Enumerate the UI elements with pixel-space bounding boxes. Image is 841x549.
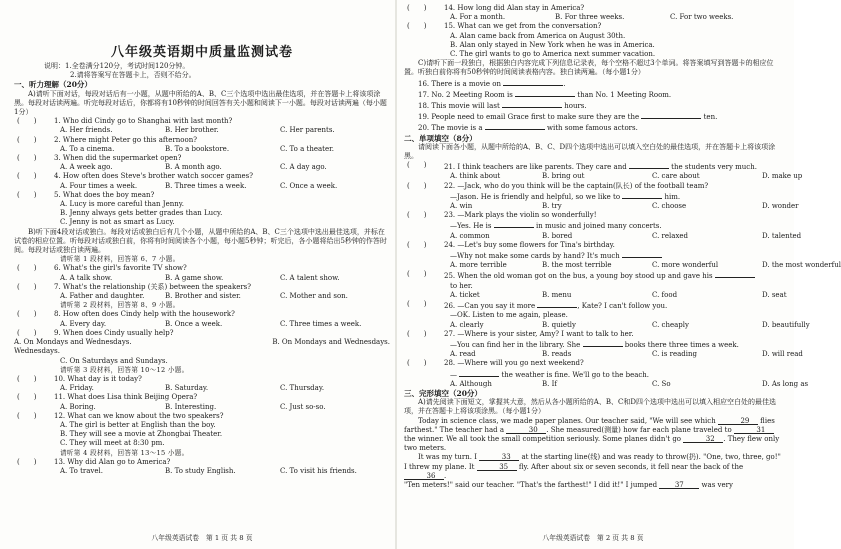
- material-4-label: 请听第 4 段材料，回答第 13～15 小题。: [60, 448, 189, 457]
- cloze-passage-3: "Ten meters!" said our teacher. "That's the farthest!" I did it!" I jumped 37 was very: [404, 480, 733, 489]
- question-7: ( ) 7. What's the relationship (关系) between the speakers? A. Father and daughter. B. Brother and sister. C. Mother and son.: [17, 282, 348, 301]
- question-28: ( ) 28. —Where will you go next weekend? — the weather is fine. We'll go to the beach. A. Although B. If C. So D. As long as: [407, 359, 809, 388]
- question-24: ( ) 24. —Let's buy some flowers for Tina's birthday. —Why not make some cards by hand? It's much A. more terrible B. the most terrible C. more wonderful D. the most wonderful: [407, 240, 841, 270]
- section-single-choice-title: 二、单项填空（8分）: [404, 133, 477, 143]
- fill-17: 17. No. 2 Meeting Room is than No. 1 Meeting Room.: [418, 90, 672, 99]
- page-2: [404, 4, 841, 545]
- part-c-instructions: C)请听下面一段独白，根据独白内容完成下列信息记录表，每个空格不超过3个单词。将答案填写到答题卡的相应位置。听独白前你将有50秒钟的时间阅读表格内容。独白读两遍。（每小题1分）: [404, 59, 774, 77]
- note-line-1: 说明：1.全卷满分120分，考试时间120分钟。: [44, 62, 190, 70]
- question-27: ( ) 27. —Where is your sister, Amy? I want to talk to her. —You can find her in the library. She books there three times a week. A. read B. reads C. is reading D. will read: [407, 329, 803, 359]
- question-3: ( ) 3. When did the supermarket open? A. A week ago. B. A month ago. C. A day ago.: [17, 154, 327, 172]
- fill-18: 18. This movie will last hours.: [418, 102, 587, 111]
- question-6: ( ) 6. What's the girl's favorite TV show? A. A talk show. B. A game show. C. A talent show.: [17, 264, 340, 282]
- question-5: ( ) 5. What does the boy mean? A. Lucy is more careful than Jenny. B. Jenny always gets better grades than Lucy. C. Jenny is not as smart as Lucy.: [17, 190, 223, 227]
- question-9: ( ) 9. When does Cindy usually help? A. On Mondays and Wednesdays. B. On Mondays and Wednesdays. Wednesdays. C. On Saturdays and Sundays.: [14, 328, 390, 365]
- question-15: ( ) 15. What can we get from the conversation? A. Alan came back from America on August 30th. B. Alan only stayed in New York when he was in America. C. The girl wants to go to America next summer vacation.: [407, 22, 656, 59]
- question-8: ( ) 8. How often does Cindy help with the housework? A. Every day. B. Once a week. C. Three times a week.: [17, 310, 362, 328]
- question-11: ( ) 11. What does Lisa think Beijing Opera? A. Boring. B. Interesting. C. Just so-so.: [17, 393, 326, 411]
- page-1: [14, 4, 390, 545]
- question-4: ( ) 4. How often does Steve's brother watch soccer games? A. Four times a week. B. Three times a week. C. Once a week.: [17, 172, 338, 190]
- single-choice-instructions: 请阅读下面各小题，从题中所给的A、B、C、D四个选项中选出可以填入空白处的最佳选项，并在答题卡上将该项涂黑。: [404, 142, 776, 161]
- page-2-footer: 八年级英语试卷 第 2 页 共 8 页: [542, 533, 644, 542]
- question-2: ( ) 2. Where might Peter go this afternoon? A. To a cinema. B. To a bookstore. C. To a theater.: [17, 135, 334, 153]
- fill-20: 20. The movie is a with some famous actors.: [418, 124, 638, 133]
- section-listening-title: 一、听力理解（20分）: [14, 80, 92, 90]
- question-13: ( ) 13. Why did Alan go to America? A. To travel. B. To study English. C. To visit his friends.: [17, 457, 357, 475]
- question-14: ( ) 14. How long did Alan stay in America? A. For a month. B. For three weeks. C. For two weeks.: [407, 4, 734, 22]
- material-2-label: 请听第 2 段材料，回答第 8、9 小题。: [60, 301, 180, 310]
- question-10: ( ) 10. What day is it today? A. Friday. B. Saturday. C. Thursday.: [17, 374, 325, 393]
- cloze-passage: Today in science class, we made paper planes. Our teacher said, "We will see which 29 flies farthest." The teacher had a 30 . She measured(测量) how far each plane traveled to 31 the winner. We all took the small competition seriously. Some planes didn't go 32 . They flew only two meters.: [404, 416, 780, 453]
- part-a-instructions: A)请听下面对话，每段对话后有一小题，从题中所给的A、B、C三个选项中选出最佳选项，并在答题卡上将该项涂黑。每段对话读两遍。听完每段对话后，你都将有10秒钟的时间回答有关小题和阅读下一小题。每段对话读两遍（每小题1分）: [14, 89, 387, 117]
- cloze-instructions: A)请先阅读下面短文，掌握其大意，然后从各小题所给的A、B、C和D四个选项中选出可以填入相应空白处的最佳选项，并在答题卡上将该项涂黑。（每小题1分）: [404, 398, 776, 416]
- fill-16: 16. There is a movie on .: [418, 79, 566, 88]
- question-12: ( ) 12. What can we know about the two speakers? A. The girl is better at English than the boy. B. They will see a movie at Zhongbai Theater. C. They will meet at 8:30 pm.: [17, 411, 224, 448]
- fill-19: 19. People need to email Grace first to make sure they are the ten.: [418, 113, 718, 122]
- part-b-instructions: B)听下面4段对话或独白。每段对话或独白后有几个小题，从题中所给的A、B、C三个选项中选出最佳选项，并标在试卷的相应位置。听每段对话或独白前，你将有时间阅读各个小题，每小题5秒钟；听完后，各小题将给出5秒钟的作答时间。每段对话或独白读两遍。: [14, 227, 387, 255]
- material-1-label: 请听第 1 段材料，回答第 6、7 小题。: [60, 255, 180, 264]
- material-3-label: 请听第 3 段材料，回答第 10～12 小题。: [60, 365, 189, 374]
- question-26: ( ) 26. —Can you say it more , Kate? I can't follow you. —OK. Listen to me again, please. A. clearly B. quietly C. cheaply D. beautifully: [407, 300, 810, 329]
- page-fold: [395, 0, 397, 549]
- question-22: ( ) 22. —Jack, who do you think will be the captain(队长) of the football team? —Jason. He is friendly and helpful, so we like to him. A. win B. try C. choose D. wonder: [407, 181, 799, 211]
- question-1: ( ) 1. Who did Cindy go to Shanghai with last month? A. Her friends. B. Her brother. C. Her parents.: [17, 117, 335, 135]
- section-cloze-title: 三、完形填空（20分）: [404, 388, 482, 398]
- note-line-2: 2.请将答案写在答题卡上，否则不给分。: [70, 71, 196, 80]
- exam-title: 八年级英语期中质量监测试卷: [110, 45, 293, 60]
- page-1-footer: 八年级英语试卷 第 1 页 共 8 页: [151, 533, 253, 542]
- cloze-passage-2: It was my turn. I 33 at the starting line(线) and was ready to throw(扔). "One, two, three, go!" I threw my plane. It 35 fly. After about six or seven seconds, it fell near the back of the 36 .: [404, 453, 781, 480]
- question-23: ( ) 23. —Mark plays the violin so wonderfully! —Yes. He is in music and joined many concerts. A. common B. bored C. relaxed D. talented: [407, 211, 802, 240]
- question-21: ( ) 21. I think teachers are like parents. They care and the students very much. A. think about B. bring out C. care about D. make up: [407, 161, 803, 181]
- question-25: ( ) 25. When the old woman got on the bus, a young boy stood up and gave his to her. A. ticket B. menu C. food D. seat: [407, 270, 787, 299]
